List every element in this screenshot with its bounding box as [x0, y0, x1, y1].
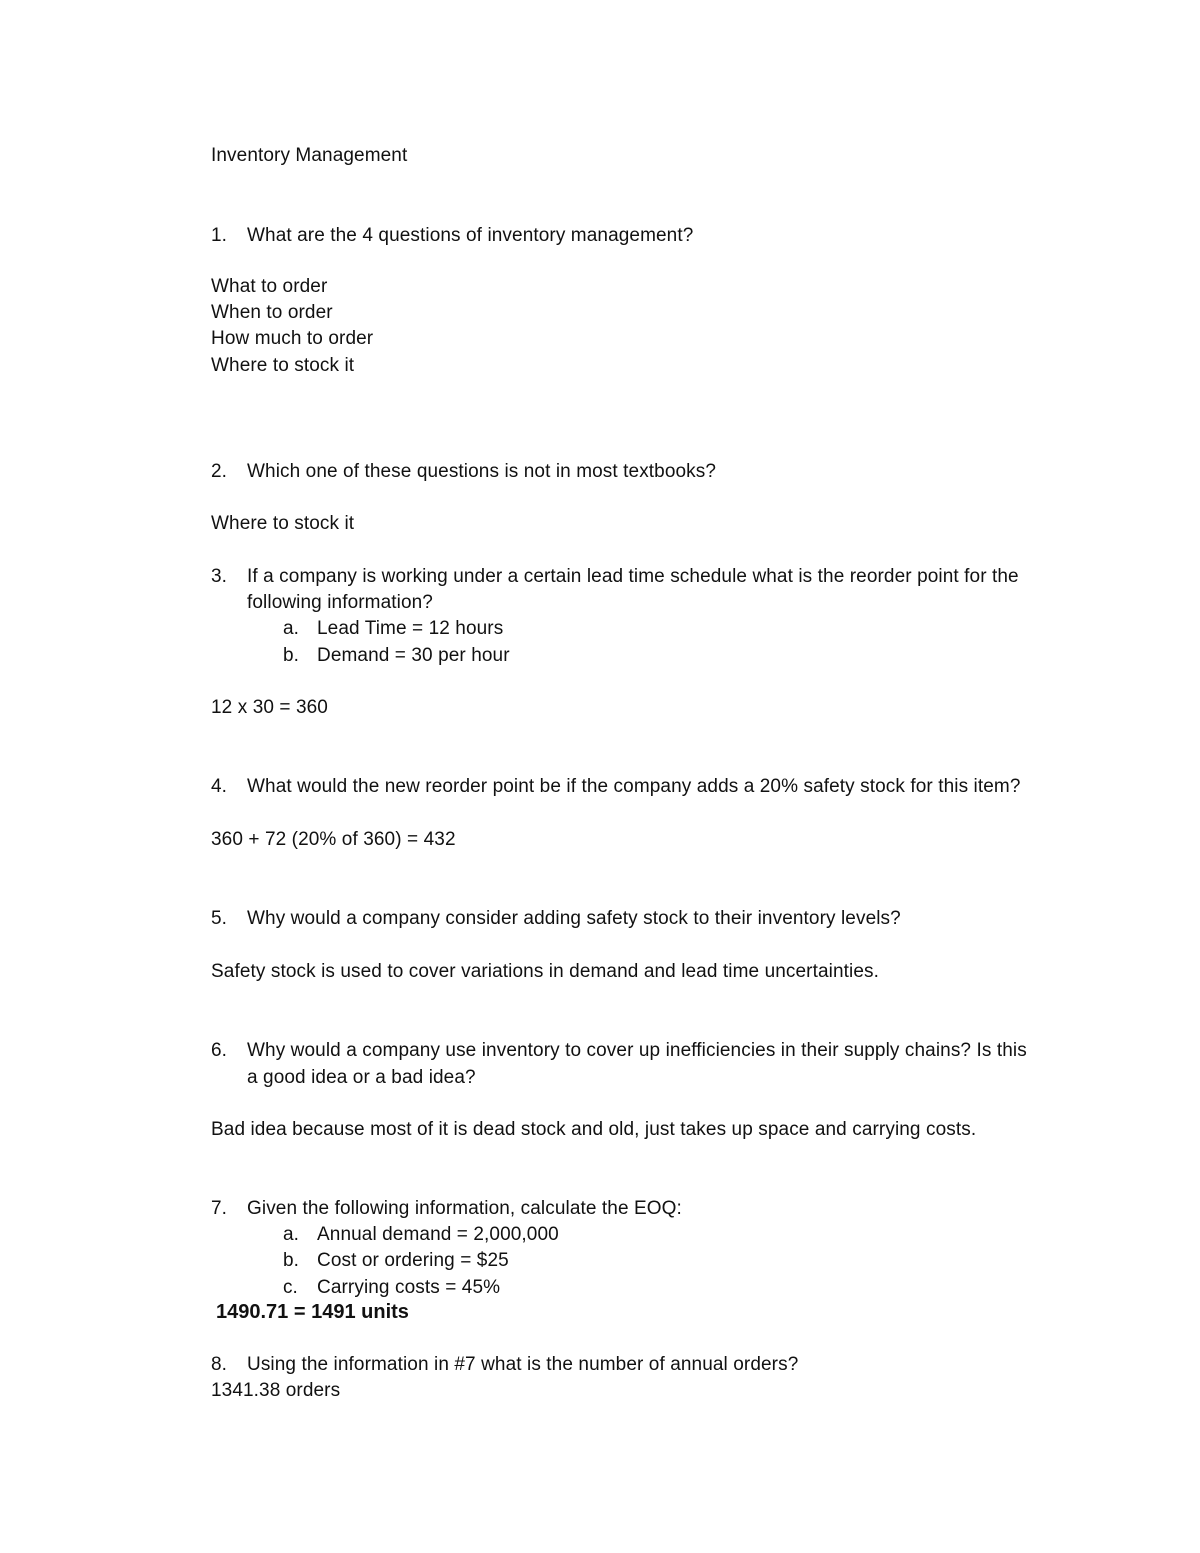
question-1-text: What are the 4 questions of inventory management?	[247, 225, 694, 246]
question-3-text-line1: If a company is working under a certain lead time schedule what is the reorder point for the	[247, 566, 1019, 587]
question-3-sub-letter: b.	[283, 645, 299, 666]
question-7-sub-item: Annual demand = 2,000,000	[317, 1224, 559, 1245]
question-2-text: Which one of these questions is not in most textbooks?	[247, 461, 717, 482]
question-1-number: 1.	[211, 225, 227, 246]
question-3-sub-item: Lead Time = 12 hours	[317, 618, 504, 639]
answer-7: 1490.71 = 1491 units	[216, 1301, 409, 1323]
question-5-text: Why would a company consider adding safety stock to their inventory levels?	[247, 908, 901, 929]
answer-8: 1341.38 orders	[211, 1380, 341, 1401]
question-3-text-line2: following information?	[247, 592, 433, 613]
question-4-text: What would the new reorder point be if the company adds a 20% safety stock for this item?	[247, 776, 1021, 797]
question-8-number: 8.	[211, 1354, 227, 1375]
question-7-sub-letter: c.	[283, 1277, 298, 1298]
question-4-number: 4.	[211, 776, 227, 797]
question-3-sub-item: Demand = 30 per hour	[317, 645, 510, 666]
question-8-text: Using the information in #7 what is the number of annual orders?	[247, 1354, 799, 1375]
answer-1-item: When to order	[211, 302, 333, 323]
question-7-sub-letter: a.	[283, 1224, 299, 1245]
question-7-sub-item: Cost or ordering = $25	[317, 1250, 509, 1271]
answer-1-item: How much to order	[211, 328, 374, 349]
document-title: Inventory Management	[211, 145, 408, 166]
question-2-number: 2.	[211, 461, 227, 482]
question-7-sub-letter: b.	[283, 1250, 299, 1271]
question-6-text-line2: a good idea or a bad idea?	[247, 1067, 476, 1088]
answer-2: Where to stock it	[211, 513, 355, 534]
answer-4: 360 + 72 (20% of 360) = 432	[211, 829, 456, 850]
answer-1-item: Where to stock it	[211, 355, 355, 376]
question-6-text-line1: Why would a company use inventory to cover up inefficiencies in their supply chains? Is this	[247, 1040, 1027, 1061]
question-7-text: Given the following information, calculate the EOQ:	[247, 1198, 682, 1219]
question-3-number: 3.	[211, 566, 227, 587]
question-7-number: 7.	[211, 1198, 227, 1219]
question-3-sub-letter: a.	[283, 618, 299, 639]
question-6-number: 6.	[211, 1040, 227, 1061]
answer-5: Safety stock is used to cover variations in demand and lead time uncertainties.	[211, 961, 879, 982]
question-7-sub-item: Carrying costs = 45%	[317, 1277, 501, 1298]
answer-3: 12 x 30 = 360	[211, 697, 328, 718]
answer-6: Bad idea because most of it is dead stock and old, just takes up space and carrying costs.	[211, 1119, 977, 1140]
answer-1-item: What to order	[211, 276, 328, 297]
question-5-number: 5.	[211, 908, 227, 929]
